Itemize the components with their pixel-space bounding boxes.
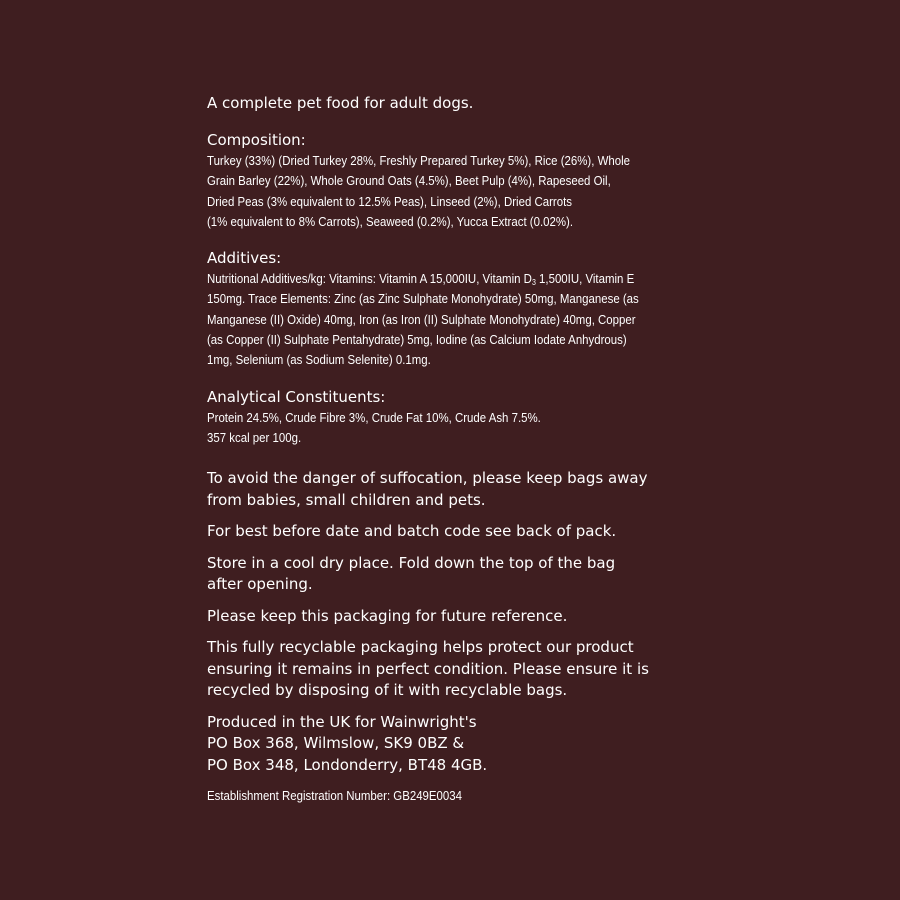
additives-line: 150mg. Trace Elements: Zinc (as Zinc Sulphate Monohydrate) 50mg, Manganese (as	[207, 291, 639, 307]
note-line: Store in a cool dry place. Fold down the top of the bag	[207, 553, 616, 572]
vitamin-d-subscript: 3	[531, 278, 536, 288]
note-line: after opening.	[207, 575, 313, 594]
note-line: recycled by disposing of it with recyclable bags.	[207, 681, 568, 700]
suffocation-warning	[207, 468, 807, 511]
additives-line-part: 1,500IU, Vitamin E	[535, 271, 635, 287]
registration-number: Establishment Registration Number: GB249E0034	[207, 788, 462, 804]
additives-line	[207, 269, 700, 289]
composition-heading: Composition:	[207, 131, 306, 149]
composition-line: (1% equivalent to 8% Carrots), Seaweed (0.2%), Yucca Extract (0.02%).	[207, 213, 574, 229]
composition-section	[207, 130, 807, 232]
keep-packaging-note	[207, 606, 807, 628]
additives-line: Manganese (II) Oxide) 40mg, Iron (as Iron (II) Sulphate Monohydrate) 40mg, Copper	[207, 311, 636, 327]
producer-address	[207, 712, 807, 777]
note-line: ensuring it remains in perfect condition. Please ensure it is	[207, 659, 649, 678]
analytical-line: Protein 24.5%, Crude Fibre 3%, Crude Fat 10%, Crude Ash 7.5%.	[207, 409, 541, 425]
best-before-note	[207, 521, 807, 543]
note-line: Please keep this packaging for future reference.	[207, 606, 568, 625]
additives-line: (as Copper (II) Sulphate Pentahydrate) 5mg, Iodine (as Calcium Iodate Anhydrous)	[207, 332, 627, 348]
storage-note	[207, 553, 807, 596]
label-text-panel	[207, 93, 807, 806]
composition-text	[207, 151, 700, 232]
address-line: PO Box 368, Wilmslow, SK9 0BZ &	[207, 734, 465, 753]
analytical-text	[207, 408, 700, 449]
note-line: This fully recyclable packaging helps protect our product	[207, 638, 634, 657]
additives-line: 1mg, Selenium (as Sodium Selenite) 0.1mg.	[207, 352, 431, 368]
warning-line: from babies, small children and pets.	[207, 490, 486, 509]
analytical-heading: Analytical Constituents:	[207, 387, 386, 406]
additives-heading: Additives:	[207, 249, 282, 268]
composition-line: Dried Peas (3% equivalent to 12.5% Peas), Linseed (2%), Dried Carrots	[207, 193, 572, 209]
address-line: Produced in the UK for Wainwright's	[207, 712, 477, 731]
address-line: PO Box 348, Londonderry, BT48 4GB.	[207, 755, 488, 774]
additives-section	[207, 248, 807, 370]
recycling-note	[207, 637, 807, 702]
note-line: For best before date and batch code see back of pack.	[207, 522, 617, 541]
composition-line: Turkey (33%) (Dried Turkey 28%, Freshly Prepared Turkey 5%), Rice (26%), Whole	[207, 153, 631, 168]
analytical-section	[207, 387, 807, 449]
additives-line-part: Nutritional Additives/kg: Vitamins: Vitamin A 15,000IU, Vitamin D	[207, 271, 532, 287]
additives-text	[207, 269, 700, 370]
warning-line: To avoid the danger of suffocation, please keep bags away	[207, 469, 648, 488]
intro-statement: A complete pet food for adult dogs.	[207, 94, 474, 112]
analytical-line: 357 kcal per 100g.	[207, 429, 302, 445]
composition-line: Grain Barley (22%), Whole Ground Oats (4.5%), Beet Pulp (4%), Rapeseed Oil,	[207, 173, 611, 189]
